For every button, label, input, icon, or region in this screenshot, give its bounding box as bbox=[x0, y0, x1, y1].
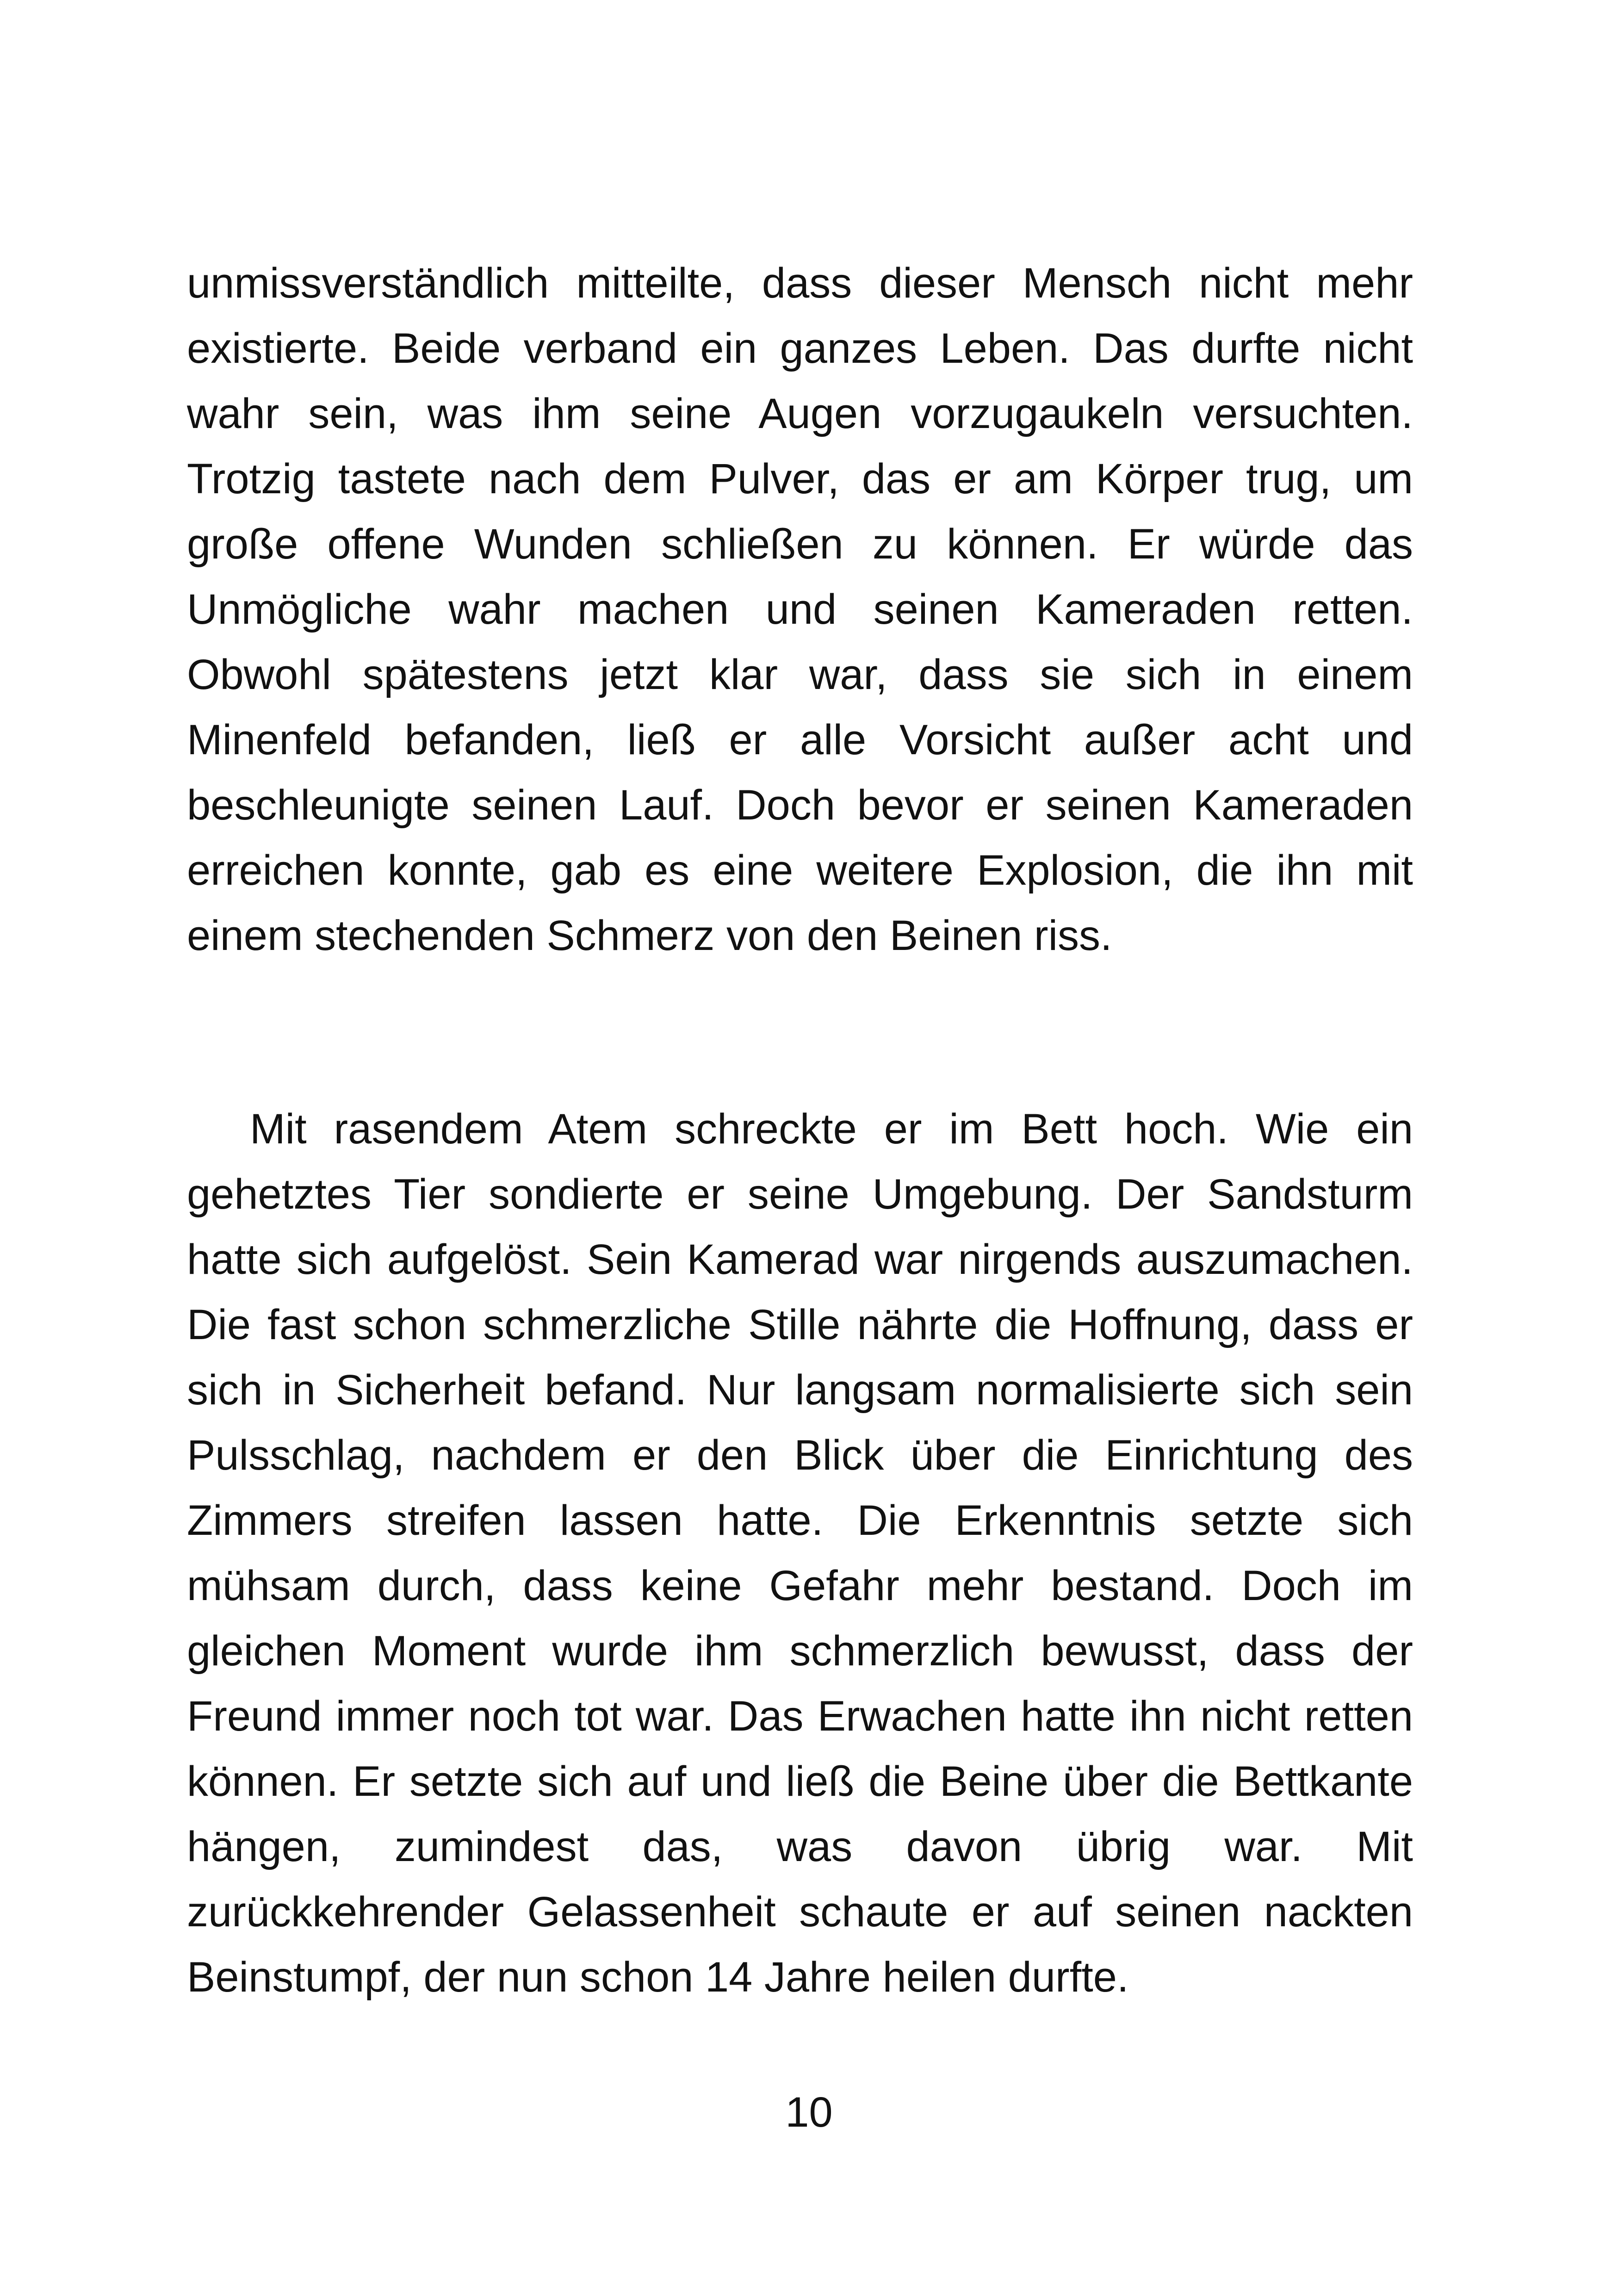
paragraph-continuation: unmissverständlich mitteilte, dass dieser Mensch nicht mehr existierte. Beide verband ein ganzes Leben. Das durfte nicht wahr sein, was ihm seine Augen vorzugaukeln versuchten. Trotzig tastete nach dem Pulver, das er am Körper trug, um große offene Wunden schließen zu können. Er würde das Unmögliche wahr machen und seinen Kameraden retten. Obwohl spätestens jetzt klar war, dass sie sich in einem Minenfeld befanden, ließ er alle Vorsicht außer acht und beschleunigte seinen Lauf. Doch bevor er seinen Kameraden erreichen konnte, gab es eine weitere Explosion, die ihn mit einem stechenden Schmerz von den Beinen riss. bbox=[187, 260, 1413, 959]
paragraph-awakening: Mit rasendem Atem schreckte er im Bett hoch. Wie ein gehetztes Tier sondierte er seine Umgebung. Der Sandsturm hatte sich aufgelöst. Sein Kamerad war nirgends auszumachen. Die fast schon schmerzliche Stille nährte die Hoffnung, dass er sich in Sicherheit befand. Nur langsam normalisierte sich sein Pulsschlag, nachdem er den Blick über die Einrichtung des Zimmers streifen lassen hatte. Die Erkenntnis setzte sich mühsam durch, dass keine Gefahr mehr bestand. Doch im gleichen Moment wurde ihm schmerzlich bewusst, dass der Freund immer noch tot war. Das Erwachen hatte ihn nicht retten können. Er setzte sich auf und ließ die Beine über die Bettkante hängen, zumindest das, was davon übrig war. Mit zurückkehrender Gelassenheit schaute er auf seinen nackten Beinstumpf, der nun schon 14 Jahre heilen durfte. bbox=[187, 1105, 1413, 2001]
page-number: 10 bbox=[785, 2089, 833, 2136]
